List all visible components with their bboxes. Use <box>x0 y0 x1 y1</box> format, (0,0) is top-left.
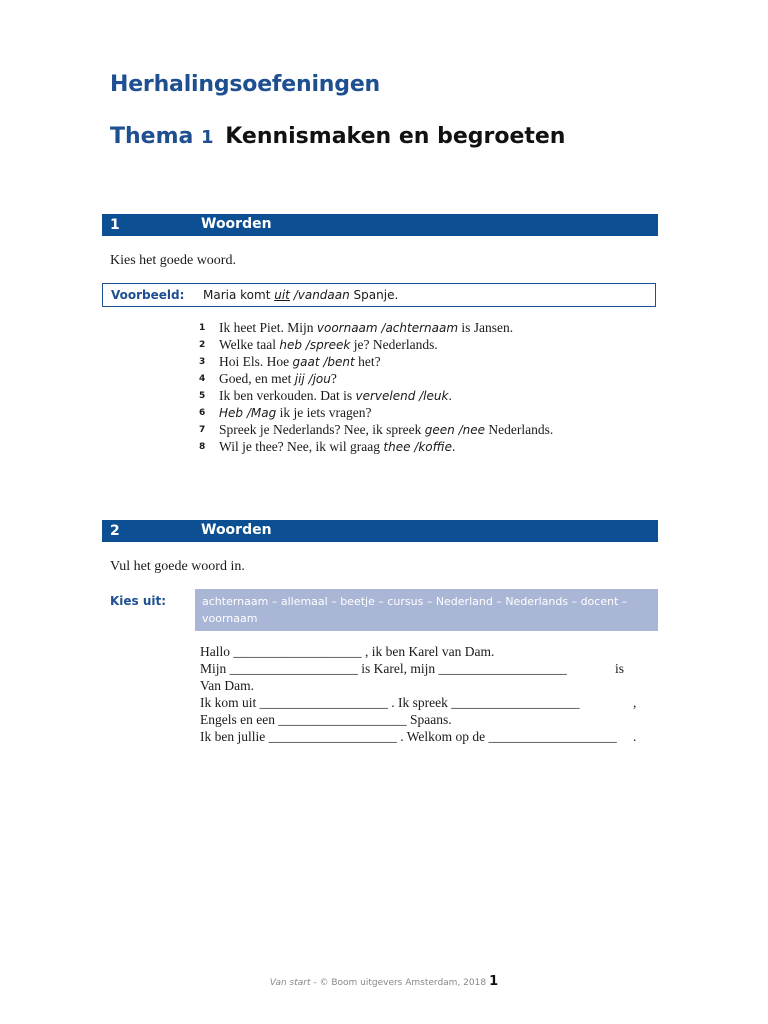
fill-in-line <box>200 678 660 695</box>
item-text-before: Goed, en met <box>219 371 295 386</box>
fill-in-text[interactable]: Ik kom uit ___________________ . Ik spreek ___________________ <box>200 695 580 710</box>
fill-in-text[interactable]: Mijn ___________________ is Karel, mijn ___________________ <box>200 661 567 676</box>
example-label: Voorbeeld: <box>111 288 185 302</box>
item-text-after: . <box>452 439 456 454</box>
fill-in-line <box>200 644 660 661</box>
item-text-before: Hoi Els. Hoe <box>219 354 293 369</box>
choose-label: Kies uit: <box>110 594 167 608</box>
item-number: 8 <box>199 442 206 452</box>
footer-copyright: - © Boom uitgevers Amsterdam, 2018 <box>310 978 487 988</box>
section-title: Woorden <box>201 216 272 232</box>
item-text-after: het? <box>354 354 381 369</box>
line-ending: , <box>633 695 637 710</box>
item-sentence <box>219 388 452 404</box>
item-text-before: Welke taal <box>219 337 280 352</box>
item-sentence <box>219 422 553 438</box>
footer-series: Van start <box>269 978 311 988</box>
fill-in-line <box>200 712 660 729</box>
line-ending: is <box>615 661 625 676</box>
section-number: 2 <box>110 523 120 539</box>
theme-heading <box>110 124 565 149</box>
item-number: 6 <box>199 408 206 418</box>
item-text-before: Ik heet Piet. Mijn <box>219 320 317 335</box>
item-choice[interactable]: gaat /bent <box>292 355 355 369</box>
item-sentence <box>219 320 513 336</box>
page-footer <box>0 974 768 989</box>
fill-in-text[interactable]: Engels en een ___________________ Spaans. <box>200 712 452 727</box>
fill-in-line <box>200 729 660 746</box>
item-choice[interactable]: heb /spreek <box>279 338 351 352</box>
theme-word: Thema <box>110 124 194 149</box>
example-sentence <box>203 288 398 302</box>
page-title: Herhalingsoefeningen <box>110 72 381 97</box>
word-bank: achternaam – allemaal – beetje – cursus – Nederland – Nederlands – docent – voornaam <box>195 589 658 631</box>
item-choice[interactable]: jij /jou <box>294 372 331 386</box>
item-text-after: is Jansen. <box>458 320 514 335</box>
item-choice[interactable]: Heb /Mag <box>219 406 277 420</box>
item-number: 2 <box>199 340 206 350</box>
item-number: 7 <box>199 425 206 435</box>
item-text-after: ? <box>330 371 337 386</box>
fill-in-text[interactable]: Ik ben jullie ___________________ . Welkom op de ___________________ <box>200 729 617 744</box>
fill-in-line <box>200 661 660 678</box>
example-box <box>102 283 656 307</box>
item-number: 3 <box>199 357 206 367</box>
item-text-before: Wil je thee? Nee, ik wil graag <box>219 439 384 454</box>
item-text-before: Ik ben verkouden. Dat is <box>219 388 356 403</box>
item-text-after: je? Nederlands. <box>350 337 438 352</box>
item-text-after: Nederlands. <box>485 422 554 437</box>
item-sentence <box>219 439 455 455</box>
fill-in-text[interactable]: Van Dam. <box>200 678 254 693</box>
item-choice[interactable]: voornaam /achternaam <box>316 321 459 335</box>
theme-number: 1 <box>201 127 214 148</box>
section-2-header <box>102 520 658 542</box>
example-option-a: uit <box>274 288 290 302</box>
item-sentence <box>219 405 371 421</box>
item-number: 5 <box>199 391 206 401</box>
item-text-after: . <box>448 388 452 403</box>
item-choice[interactable]: vervelend /leuk <box>355 389 449 403</box>
section-1-header <box>102 214 658 236</box>
item-number: 1 <box>199 323 206 333</box>
section-number: 1 <box>110 217 120 233</box>
example-before: Maria komt <box>203 288 275 302</box>
item-number: 4 <box>199 374 206 384</box>
fill-in-text[interactable]: Hallo ___________________ , ik ben Karel van Dam. <box>200 644 495 659</box>
fill-in-lines <box>200 644 660 746</box>
example-after: Spanje. <box>349 288 399 302</box>
page-number: 1 <box>489 974 499 989</box>
item-text-after: ik je iets vragen? <box>276 405 372 420</box>
section-title: Woorden <box>201 522 272 538</box>
example-option-b: vandaan <box>297 288 350 302</box>
item-choice[interactable]: geen /nee <box>424 423 486 437</box>
example-separator: / <box>289 288 298 302</box>
item-text-before: Spreek je Nederlands? Nee, ik spreek <box>219 422 425 437</box>
section-2-instruction: Vul het goede woord in. <box>110 559 245 574</box>
fill-in-line <box>200 695 660 712</box>
item-sentence <box>219 354 381 370</box>
item-sentence <box>219 337 438 353</box>
line-ending: . <box>633 729 637 744</box>
item-sentence <box>219 371 337 387</box>
item-choice[interactable]: thee /koffie <box>383 440 452 454</box>
theme-title: Kennismaken en begroeten <box>225 124 566 149</box>
section-1-instruction: Kies het goede woord. <box>110 253 236 268</box>
